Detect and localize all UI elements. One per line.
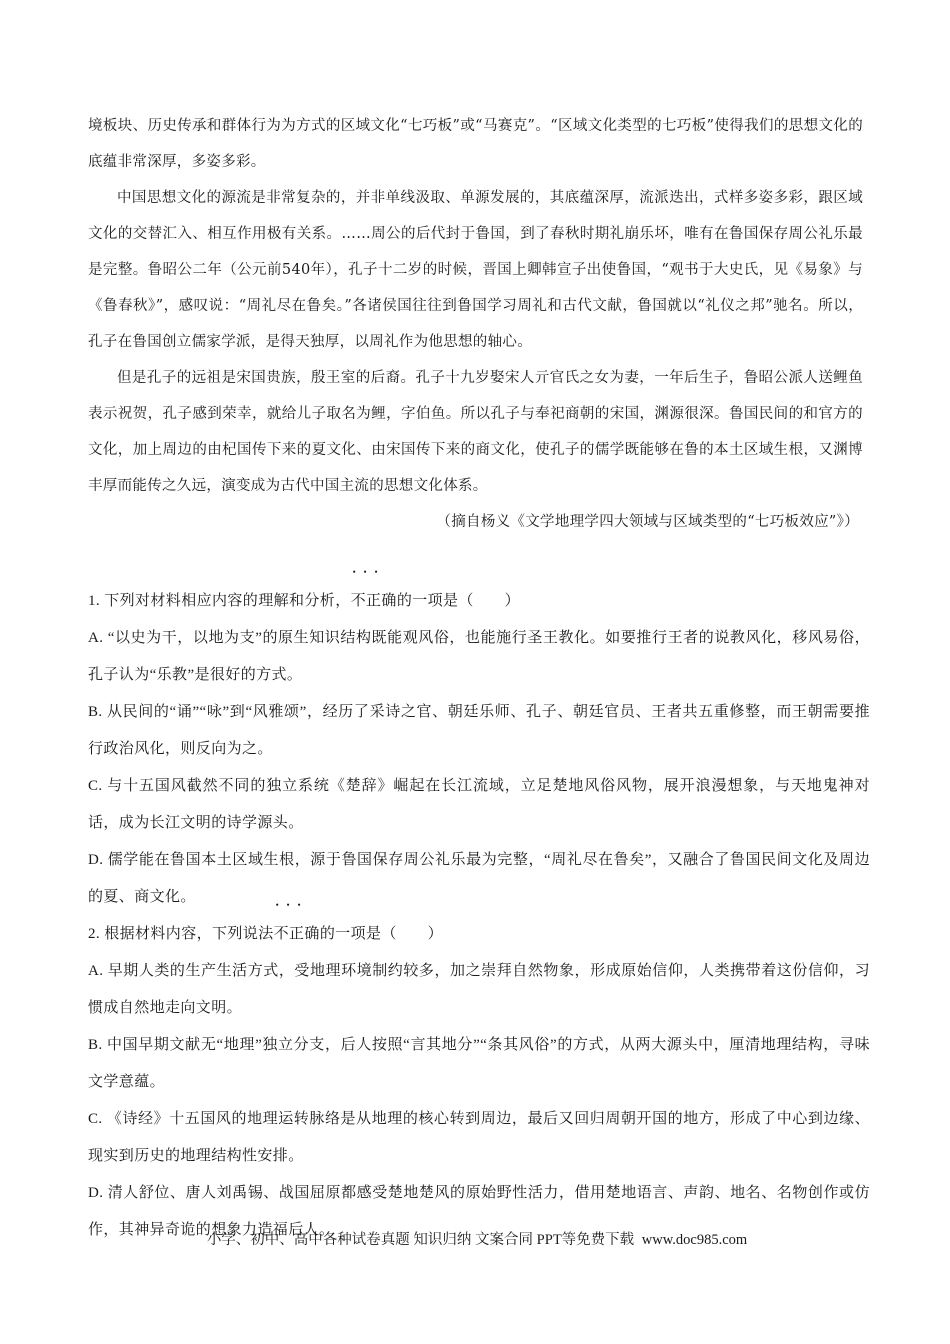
footer-text: 小学、初中、高中各种试卷真题 知识归纳 文案合同 PPT等免费下载 <box>206 1232 635 1248</box>
question-stem-text: 2. 根据材料内容，下列说法 <box>88 926 274 942</box>
option-item: A. 早期人类的生产生活方式，受地理环境制约较多，加之崇拜自然物象，形成原始信仰，人类携带着这份信仰，习惯成自然地走向文明。 <box>88 963 870 1016</box>
page-footer <box>0 1228 950 1252</box>
passage-paragraph: 中国思想文化的源流是非常复杂的，并非单线汲取、单源发展的，其底蕴深厚，流派迭出，式样多姿多彩，跟区域文化的交替汇入、相互作用极有关系。……周公的后代封于鲁国，到了春秋时期礼崩乐坏，唯有在鲁国保存周公礼乐最是完整。鲁昭公二年（公元前540年），孔子十二岁的时候，晋国上卿韩宣子出使鲁国，“观书于大史氏，见《易象》与《鲁春秋》”，感叹说：“周礼尽在鲁矣。”各诸侯国往往到鲁国学习周礼和古代文献，鲁国就以“礼仪之邦”驰名。所以，孔子在鲁国创立儒家学派，是得天独厚，以周礼作为他思想的轴心。 <box>88 190 863 350</box>
option-item: B. 从民间的“诵”“咏”到“风雅颂”，经历了采诗之官、朝廷乐师、孔子、朝廷官员、王者共五重修整，而王朝需要推行政治风化，则反向为之。 <box>88 704 870 757</box>
question-stem <box>88 916 870 953</box>
emphasis-text: • • • 不正确 <box>351 583 397 620</box>
question-stem-text: 的一项是（ ） <box>396 593 521 609</box>
option-item: C. 《诗经》十五国风的地理运转脉络是从地理的核心转到周边，最后又回归周朝开国的地方，形成了中心到边缘、现实到历史的地理结构性安排。 <box>88 1111 870 1164</box>
emphasis-text: • • • 不正确 <box>274 916 320 953</box>
passage-paragraph: 但是孔子的远祖是宋国贵族，殷王室的后裔。孔子十九岁娶宋人亓官氏之女为妻，一年后生子，鲁昭公派人送鲤鱼表示祝贺，孔子感到荣幸，就给儿子取名为鲤，字伯鱼。所以孔子与奉祀商朝的宋国，渊源很深。鲁国民间的和官方的文化，加上周边的由杞国传下来的夏文化、由宋国传下来的商文化，使孔子的儒学既能够在鲁的本土区域生根，又渊博丰厚而能传之久远，演变成为古代中国主流的思想文化体系。 <box>88 370 863 494</box>
option-item: D. 儒学能在鲁国本土区域生根，源于鲁国保存周公礼乐最为完整，“周礼尽在鲁矣”，又融合了鲁国民间文化及周边的夏、商文化。 <box>88 852 870 905</box>
option-item: B. 中国早期文献无“地理”独立分支，后人按照“言其地分”“条其风俗”的方式，从两大源头中，厘清地理结构，寻味文学意蕴。 <box>88 1037 870 1090</box>
passage-paragraph: 境板块、历史传承和群体行为为方式的区域文化“七巧板”或“马赛克”。“区域文化类型的七巧板”使得我们的思想文化的底蕴非常深厚，多姿多彩。 <box>88 118 863 170</box>
reading-passage <box>88 108 863 540</box>
option-item: C. 与十五国风截然不同的独立系统《楚辞》崛起在长江流域，立足楚地风俗风物，展开浪漫想象，与天地鬼神对话，成为长江文明的诗学源头。 <box>88 778 870 831</box>
passage-source: （摘自杨义《文学地理学四大领域与区域类型的“七巧板效应”》） <box>436 514 859 530</box>
question-list <box>88 583 870 1249</box>
option-item: A. “以史为干，以地为支”的原生知识结构既能观风俗，也能施行圣王教化。如要推行王者的说教风化，移风易俗，孔子认为“乐教”是很好的方式。 <box>88 630 870 683</box>
question-stem <box>88 583 870 620</box>
footer-link[interactable]: www.doc985.com <box>641 1232 748 1248</box>
option-item: D. 清人舒位、唐人刘禹锡、战国屈原都感受楚地楚风的原始野性活力，借用楚地语言、声韵、地名、名物创作或仿作，其神异奇诡的想象力造福后人。 <box>88 1185 870 1238</box>
question-stem-text: 1. 下列对材料相应内容的理解和分析， <box>88 593 351 609</box>
question-stem-text: 的一项是（ ） <box>319 926 444 942</box>
